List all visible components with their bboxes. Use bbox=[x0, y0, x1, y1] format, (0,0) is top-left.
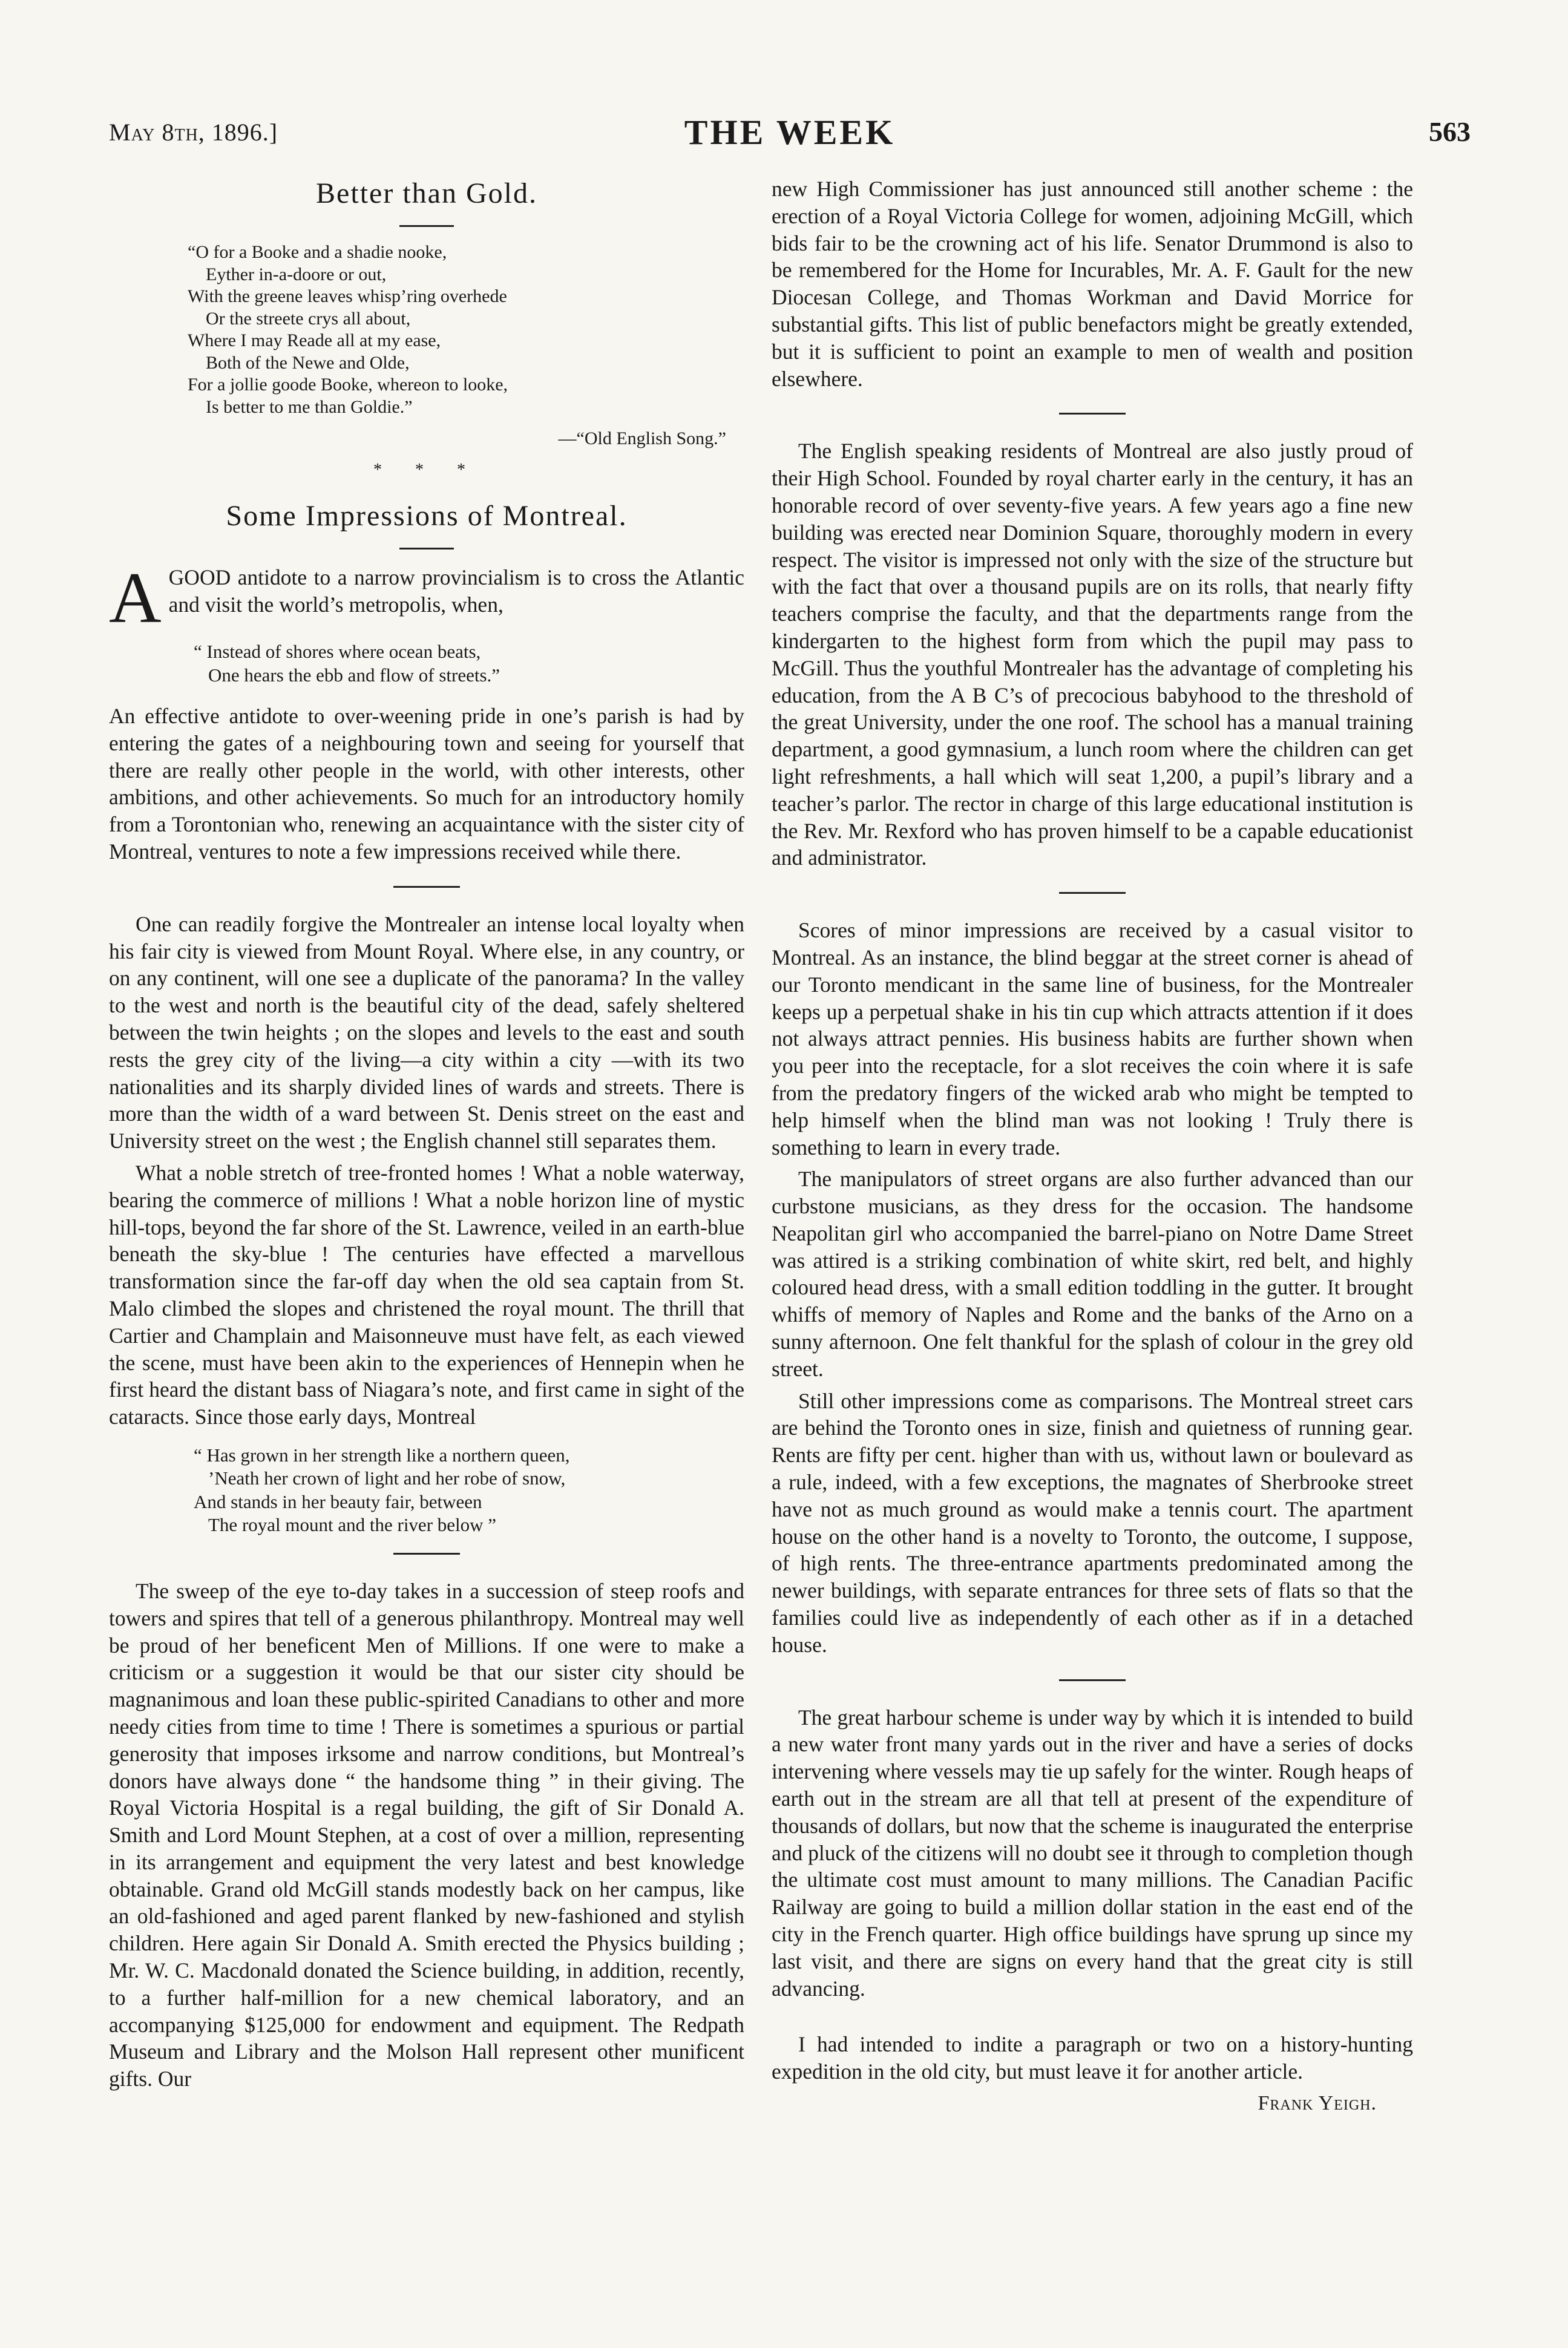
paragraph: new High Commissioner has just announced still another scheme : the erection of a Royal Victoria College for women, adjoining McGill, which bids fair to be the crowning act of his life. Senator Drummond is also to be remembered for the Home for Incurables, Mr. A. F. Gault for the new Diocesan College, and Thomas Workman and David Morrice for substantial gifts. This list of public benefactors might be greatly extended, but it is sufficient to point an example to men of wealth and position elsewhere. bbox=[772, 177, 1413, 391]
poem-line: Where I may Reade all at my ease, bbox=[188, 330, 441, 350]
paragraph: Scores of minor impressions are received by a casual visitor to Montreal. As an instance, the blind beggar at the street corner is ahead of our Toronto mendicant in the same line of business, for the Montrealer keeps up a perpetual shake in his tin cup which attracts attention if it does not always attract pennies. His business habits are further shown when you peer into the receptacle, for a slot receives the coin where it is safe from the predatory fingers of the wicked arab who might be tempted to help himself when the blind man was not looking ! Truly there is something to learn in every trade. bbox=[772, 918, 1413, 1159]
poem-line: Both of the Newe and Olde, bbox=[206, 352, 410, 373]
right-column bbox=[772, 175, 1413, 2117]
page-header bbox=[109, 112, 1471, 160]
intro-text: GOOD antidote to a narrow provincialism is to cross the Atlantic and visit the world’s metropolis, when, bbox=[168, 565, 744, 617]
section-rule bbox=[1059, 1679, 1126, 1681]
poem-line: “O for a Booke and a shadie nooke, bbox=[188, 242, 447, 262]
paragraph: An effective antidote to over-weening pride in one’s parish is had by entering the gates of a neighbouring town and seeing for yourself that there are really other people in the world, with other interests, other ambitions, and other achievements. So much for an introductory homily from a Torontonian who, renewing an acquaintance with the sister city of Montreal, ventures to note a few impressions received while there. bbox=[109, 704, 744, 864]
poem-title: Better than Gold. bbox=[316, 177, 537, 209]
verse-quote bbox=[194, 640, 744, 687]
paragraph: The English speaking residents of Montreal are also justly proud of their High School. Founded by royal charter early in the century, it has an honorable record of over seventy-five years. A few years ago a fine new building was erected near Dominion Square, thoroughly modern in every respect. The visitor is impressed not only with the size of the structure but with the fact that over a thousand pupils are on its rolls, that nearly fifty teachers comprise the faculty, and that the departments range from the kindergarten to the highest form from which the pupil may pass to McGill. Thus the youthful Montrealer has the advantage of completing his education, from the A B C’s of precocious babyhood to the threshold of the great University, under the one roof. The school has a manual training department, a good gymnasium, a lunch room where the children can get light refreshments, a hall which will seat 1,200, a pupil’s library and a teacher’s parlor. The rector in charge of this large educational institution is the Rev. Mr. Rexford who has proven himself to be a capable educationist and administrator. bbox=[772, 439, 1413, 870]
author-signature: Frank Yeigh. bbox=[1258, 2092, 1377, 2114]
quote-line: And stands in her beauty fair, between bbox=[194, 1490, 482, 1512]
issue-date: May 8th, 1896.] bbox=[109, 119, 278, 146]
poem-line: With the greene leaves whisp’ring overhede bbox=[188, 286, 507, 306]
article-intro bbox=[109, 557, 744, 638]
article-title: Some Impressions of Montreal. bbox=[226, 500, 628, 532]
title-rule bbox=[399, 548, 454, 549]
section-rule bbox=[1059, 413, 1126, 415]
paragraph: Still other impressions come as comparisons. The Montreal street cars are behind the Toronto ones in size, finish and quietness of running gear. Rents are fifty per cent. higher than with us, without lawn or boulevard as a rule, indeed, with a few exceptions, the magnates of Sherbrooke street have not as much ground as would make a tennis court. The apartment house on the other hand is a novelty to Toronto, the outcome, I suppose, of high rents. The three-entrance apartments predominated among the newer buildings, with separate entrances for three sets of flats so that the families could live as independently of each other as if in a detached house. bbox=[772, 1388, 1413, 1657]
quote-line: “ Instead of shores where ocean beats, bbox=[194, 641, 481, 662]
section-stars: * * * bbox=[373, 461, 480, 479]
poem-line: For a jollie goode Booke, whereon to looke, bbox=[188, 375, 508, 395]
paragraph: The manipulators of street organs are also further advanced than our curbstone musicians, as they dress for the occasion. The handsome Neapolitan girl who accompanied the barrel-piano on Notre Dame Street was attired is a striking combination of white skirt, red belt, and highly coloured head dress, with a small edition toddling in the gutter. It brought whiffs of memory of Naples and Rome and the banks of the Arno on a sunny afternoon. One felt thankful for the splash of colour in the grey old street. bbox=[772, 1167, 1413, 1381]
drop-cap: A bbox=[109, 557, 162, 638]
section-rule bbox=[1059, 892, 1126, 894]
title-rule bbox=[399, 225, 454, 227]
paragraph: One can readily forgive the Montrealer an intense local loyalty when his fair city is viewed from Mount Royal. Where else, in any country, or on any continent, will one see a duplicate of the panorama? In the valley to the west and north is the beautiful city of the dead, safely sheltered between the twin heights ; on the slopes and levels to the east and south rests the grey city of the living—a city within a city —with its two nationalities and its sharply divided lines of wards and streets. There is more than the width of a ward between St. Denis street on the east and University street on the west ; the English channel still separates them. bbox=[109, 911, 744, 1153]
section-rule bbox=[393, 886, 460, 888]
poem-line: Or the streete crys all about, bbox=[206, 308, 411, 329]
quote-line: ’Neath her crown of light and her robe of snow, bbox=[208, 1468, 566, 1489]
verse-quote bbox=[194, 1444, 744, 1537]
quote-line: One hears the ebb and flow of streets.” bbox=[208, 664, 500, 686]
paragraph: What a noble stretch of tree-fronted homes ! What a noble waterway, bearing the commerce of millions ! What a noble horizon line of mystic hill-tops, beyond the far shore of the St. Lawrence, veiled in an earth-blue beneath the sky-blue ! The centuries have effected a marvellous transformation since the far-off day when the old sea captain from St. Malo climbed the slopes and christened the royal mount. The thrill that Cartier and Champlain and Maisonneuve must have felt, as each viewed the scene, must have been akin to the experiences of Hennepin when he first heard the distant bass of Niagara’s note, and first came in sight of the cataracts. Since those early days, Montreal bbox=[109, 1160, 744, 1429]
poem bbox=[188, 241, 744, 418]
poem-line: Eyther in-a-doore or out, bbox=[206, 264, 387, 284]
page-number: 563 bbox=[1429, 116, 1471, 147]
quote-line: The royal mount and the river below ” bbox=[208, 1514, 497, 1536]
journal-title: THE WEEK bbox=[684, 113, 896, 152]
poem-line: Is better to me than Goldie.” bbox=[206, 396, 413, 417]
poem-attribution: —“Old English Song.” bbox=[558, 428, 726, 448]
section-rule bbox=[393, 1553, 460, 1555]
signature-line bbox=[772, 2090, 1413, 2117]
quote-line: “ Has grown in her strength like a northern queen, bbox=[194, 1444, 570, 1466]
paragraph: The great harbour scheme is under way by which it is intended to build a new water front many yards out in the river and have a series of docks intervening where vessels may tie up safely for the winter. Rough heaps of earth out in the stream are all that tell at present of the expenditure of thousands of dollars, but now that the scheme is inaugurated the enterprise and pluck of the citizens will no doubt see it through to completion though the ultimate cost must amount to many millions. The Canadian Pacific Railway are going to build a million dollar station in the east end of the city in the French quarter. High office buildings have sprung up since my last visit, and there are signs on every hand that the great city is still advancing. bbox=[772, 1705, 1413, 2001]
paragraph: I had intended to indite a paragraph or two on a history-hunting expedition in the old city, but must leave it for another article. bbox=[772, 2032, 1413, 2084]
paragraph: The sweep of the eye to-day takes in a succession of steep roofs and towers and spires that tell of a generous philanthropy. Montreal may well be proud of her beneficent Men of Millions. If one were to make a criticism or a suggestion it would be that our sister city should be magnanimous and loan these public-spirited Canadians to other and more needy cities from time to time ! There is sometimes a spurious or partial generosity that imposes irksome and narrow conditions, but Montreal’s donors have always done “ the handsome thing ” in their giving. The Royal Victoria Hospital is a regal building, the gift of Sir Donald A. Smith and Lord Mount Stephen, at a cost of over a million, representing in its arrangement and equipment the very latest and best knowledge obtainable. Grand old McGill stands modestly back on her campus, like an old-fashioned and aged parent flanked by new-fashioned and stylish children. Here again Sir Donald A. Smith erected the Physics building ; Mr. W. C. Macdonald donated the Science building, in addition, recently, to a further half-million for a new chemical laboratory, and an accompanying $125,000 for endowment and equipment. The Redpath Museum and Library and the Molson Hall represent other munificent gifts. Our bbox=[109, 1578, 744, 2091]
left-column bbox=[109, 175, 744, 2097]
